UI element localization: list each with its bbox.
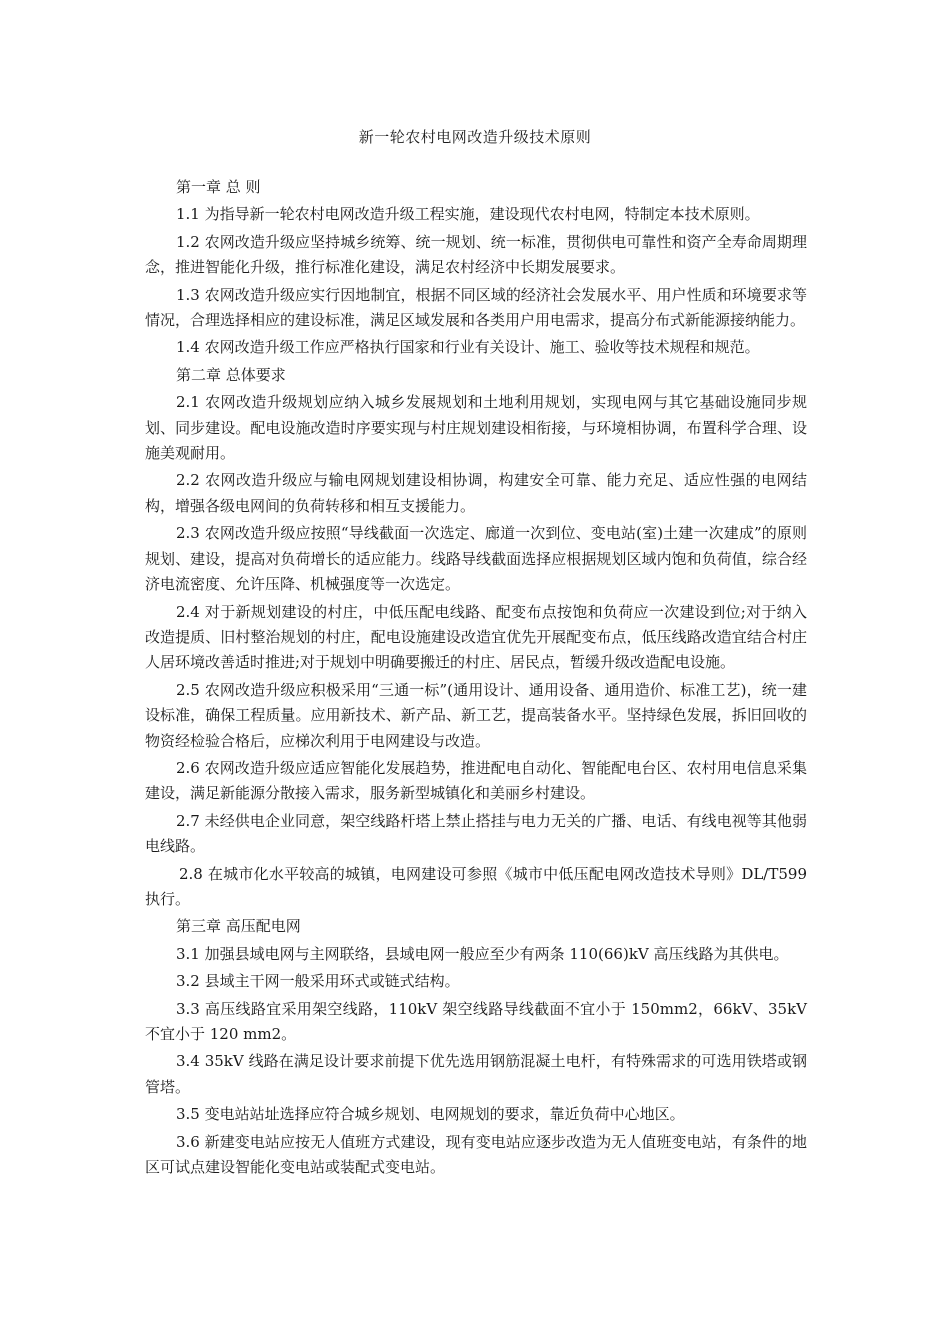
paragraph: 1.3 农网改造升级应实行因地制宜，根据不同区域的经济社会发展水平、用户性质和环境要求等情况，合理选择相应的建设标准，满足区域发展和各类用户用电需求，提高分布式新能源接纳能力。 <box>145 285 807 330</box>
paragraph: 1.2 农网改造升级应坚持城乡统筹、统一规划、统一标准，贯彻供电可靠性和资产全寿命周期理念，推进智能化升级，推行标准化建设，满足农村经济中长期发展要求。 <box>145 232 807 277</box>
paragraph: 3.4 35kV 线路在满足设计要求前提下优先选用钢筋混凝土电杆，有特殊需求的可选用铁塔或钢管塔。 <box>145 1052 807 1096</box>
paragraph: 3.3 高压线路宜采用架空线路，110kV 架空线路导线截面不宜小于 150mm2，66kV、35kV 不宜小于 120 mm2。 <box>145 999 807 1043</box>
document-title: 新一轮农村电网改造升级技术原则 <box>358 128 592 146</box>
paragraph: 2.6 农网改造升级应适应智能化发展趋势，推进配电自动化、智能配电台区、农村用电信息采集建设，满足新能源分散接入需求，服务新型城镇化和美丽乡村建设。 <box>145 758 807 803</box>
paragraph: 2.7 未经供电企业同意，架空线路杆塔上禁止搭挂与电力无关的广播、电话、有线电视等其他弱电线路。 <box>145 811 807 856</box>
paragraph: 2.3 农网改造升级应按照“导线截面一次选定、廊道一次到位、变电站(室)土建一次建成”的原则规划、建设，提高对负荷增长的适应能力。线路导线截面选择应根据规划区域内饱和负荷值，综合经济电流密度、允许压降、机械强度等一次选定。 <box>145 524 807 594</box>
chapter-heading: 第三章 高压配电网 <box>176 917 301 936</box>
chapter-heading: 第一章 总 则 <box>176 178 261 196</box>
document-body <box>145 175 807 1182</box>
paragraph: 2.5 农网改造升级应积极采用“三通一标”(通用设计、通用设备、通用造价、标准工艺)，统一建设标准，确保工程质量。应用新技术、新产品、新工艺，提高装备水平。坚持绿色发展，拆旧回收的物资经检验合格后，应梯次利用于电网建设与改造。 <box>145 680 807 750</box>
paragraph: 3.2 县域主干网一般采用环式或链式结构。 <box>176 972 460 991</box>
paragraph: 2.4 对于新规划建设的村庄，中低压配电线路、配变布点按饱和负荷应一次建设到位;对于纳入改造提质、旧村整治规划的村庄，配电设施建设改造宜优先开展配变布点，低压线路改造宜结合村庄人居环境改善适时推进;对于规划中明确要搬迁的村庄、居民点，暂缓升级改造配电设施。 <box>145 602 807 672</box>
paragraph: 1.4 农网改造升级工作应严格执行国家和行业有关设计、施工、验收等技术规程和规范。 <box>176 338 760 357</box>
paragraph: 3.5 变电站站址选择应符合城乡规划、电网规划的要求，靠近负荷中心地区。 <box>176 1105 685 1124</box>
paragraph: 2.1 农网改造升级规划应纳入城乡发展规划和土地利用规划，实现电网与其它基础设施同步规划、同步建设。配电设施改造时序要实现与村庄规划建设相衔接，与环境相协调，布置科学合理、设施美观耐用。 <box>145 393 807 463</box>
paragraph: 1.1 为指导新一轮农村电网改造升级工程实施，建设现代农村电网，特制定本技术原则。 <box>176 205 760 224</box>
paragraph: 3.6 新建变电站应按无人值班方式建设，现有变电站应逐步改造为无人值班变电站，有条件的地区可试点建设智能化变电站或装配式变电站。 <box>145 1132 807 1177</box>
paragraph: 3.1 加强县域电网与主网联络，县域电网一般应至少有两条 110(66)kV 高压线路为其供电。 <box>176 944 789 963</box>
paragraph: 2.8 在城市化水平较高的城镇，电网建设可参照《城市中低压配电网改造技术导则》DL/T599 执行。 <box>145 864 807 908</box>
chapter-heading: 第二章 总体要求 <box>176 365 286 384</box>
paragraph: 2.2 农网改造升级应与输电网规划建设相协调，构建安全可靠、能力充足、适应性强的电网结构，增强各级电网间的负荷转移和相互支援能力。 <box>145 471 807 515</box>
